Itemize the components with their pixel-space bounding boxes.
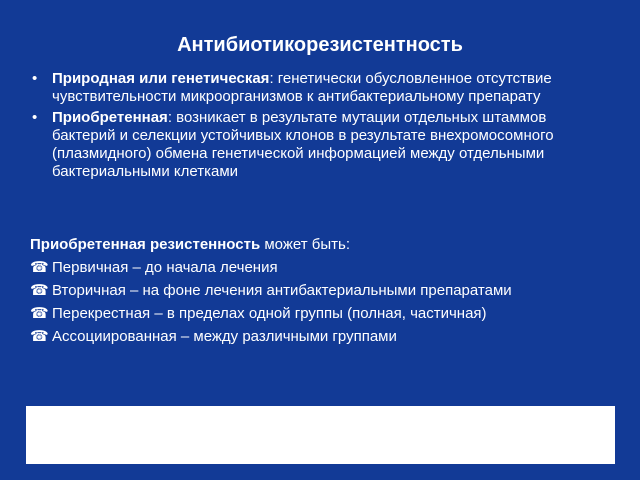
footer-bar <box>26 406 615 464</box>
bullet-text: : генетически обусловленное отсутствие чувствительности микроорганизмов к антибактериальному препарату <box>52 70 552 105</box>
phone-icon: ☎ <box>30 328 49 345</box>
section-heading-rest: может быть: <box>260 236 350 253</box>
resistance-type-label: Ассоциированная – между различными группами <box>52 328 397 345</box>
acquired-resistance-section <box>30 236 620 346</box>
bullet-acquired-resistance <box>30 109 610 181</box>
resistance-type-label: Вторичная – на фоне лечения антибактериальными препаратами <box>52 282 512 299</box>
bullet-text: : возникает в результате мутации отдельных штаммов бактерий и селекции устойчивых клонов в результате внехромосомного (плазмидного) обмена генетической информацией между отдельными бактериальными клетками <box>52 109 554 180</box>
bullet-term: Природная или генетическая <box>52 70 270 87</box>
resistance-type-item <box>30 259 620 277</box>
bullet-term: Приобретенная <box>52 109 168 126</box>
phone-icon: ☎ <box>30 282 49 299</box>
phone-icon: ☎ <box>30 305 49 322</box>
bullet-dot-icon: • <box>32 109 38 126</box>
resistance-type-item <box>30 305 620 323</box>
resistance-type-item <box>30 328 620 346</box>
bullet-dot-icon: • <box>32 70 38 87</box>
bullet-list <box>30 70 610 184</box>
phone-icon: ☎ <box>30 259 49 276</box>
resistance-type-label: Первичная – до начала лечения <box>52 259 278 276</box>
section-heading-bold: Приобретенная резистенность <box>30 236 261 253</box>
slide-title: Антибиотикорезистентность <box>177 34 463 56</box>
resistance-type-label: Перекрестная – в пределах одной группы (полная, частичная) <box>52 305 487 322</box>
bullet-natural-resistance <box>30 70 610 106</box>
resistance-type-item <box>30 282 620 300</box>
section-heading <box>30 236 620 254</box>
